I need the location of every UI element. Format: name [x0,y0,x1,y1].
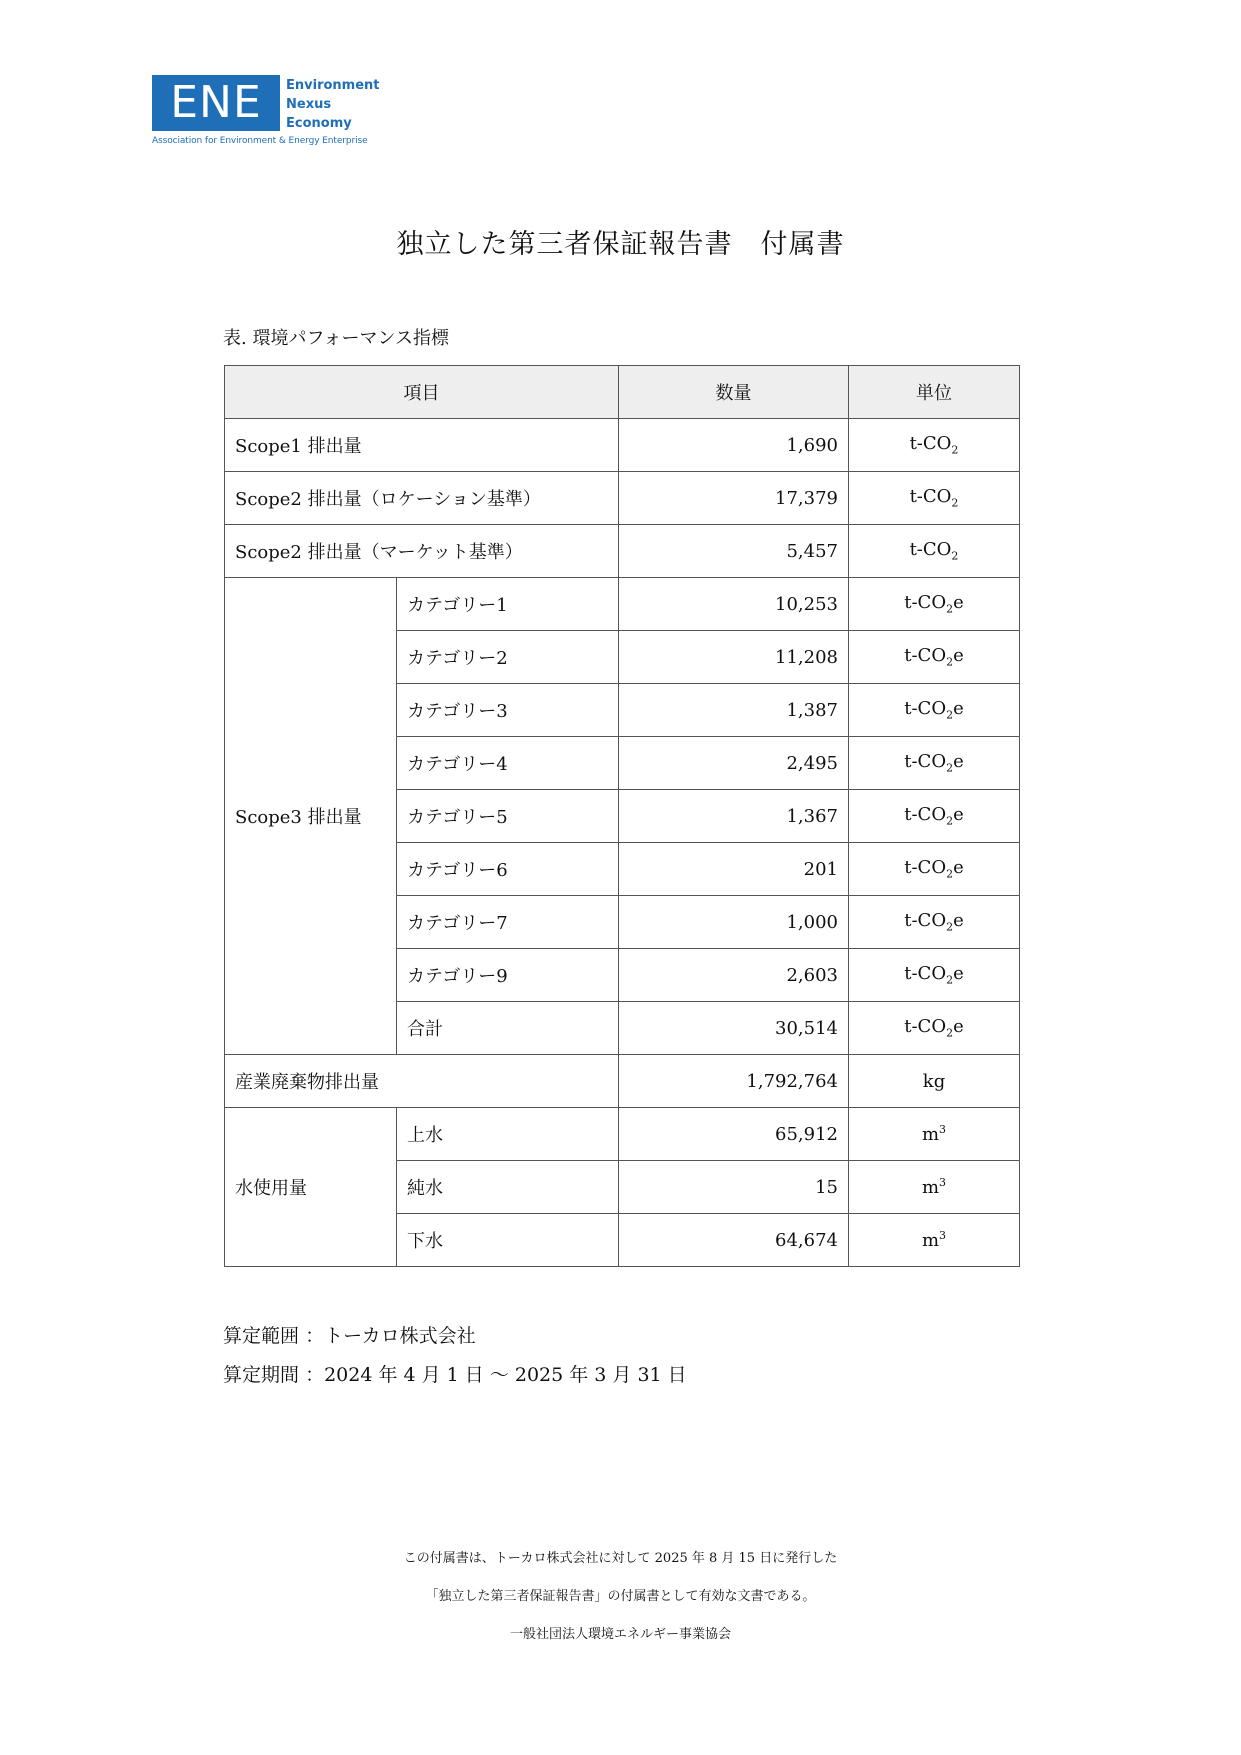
row-unit [849,790,1020,843]
row-label: 合計 [397,1002,619,1055]
unit-tail: e [953,804,964,826]
logo-word-economy: Economy [286,116,352,131]
unit-base: m [921,1124,940,1145]
unit-tail: e [953,645,964,667]
row-value: 1,000 [619,896,849,949]
row-value: 1,792,764 [619,1055,849,1108]
calculation-range [223,1317,687,1356]
header-quantity: 数量 [619,366,849,419]
logo-word-nexus: Nexus [286,97,332,112]
row-label: カテゴリー2 [397,631,619,684]
unit-base: t-CO [904,804,947,826]
unit-subscript: 2 [946,920,954,934]
unit-subscript: 2 [951,443,959,457]
unit-base: m [921,1177,940,1198]
row-unit [849,1214,1020,1267]
unit-base: t-CO [904,910,947,932]
logo-mark: ENE [152,75,280,131]
row-unit [849,525,1020,578]
row-label: 純水 [397,1161,619,1214]
table-row-scope2-location [225,472,1020,525]
unit-base: t-CO [909,486,952,508]
unit-tail: e [953,910,964,932]
unit-base: t-CO [904,592,947,614]
unit-tail: e [953,1016,964,1038]
unit-base: t-CO [904,645,947,667]
table-row-industrial-waste [225,1055,1020,1108]
header-item: 項目 [225,366,619,419]
unit-base: t-CO [909,433,952,455]
unit-base: t-CO [904,857,947,879]
unit-subscript: 2 [946,761,954,775]
table-caption: 表. 環境パフォーマンス指標 [223,328,450,349]
footer-line-2: 「独立した第三者保証報告書」の付属書として有効な文書である。 [425,1589,816,1604]
document-title: 独立した第三者保証報告書 付属書 [396,229,845,260]
row-value: 1,367 [619,790,849,843]
header-unit: 単位 [849,366,1020,419]
row-value: 15 [619,1161,849,1214]
ene-logo [152,75,392,150]
unit-subscript: 2 [946,708,954,722]
environmental-metrics-table [224,365,1020,1267]
range-label: 算定範囲 [223,1325,300,1347]
row-label: カテゴリー6 [397,843,619,896]
period-value: ：2024 年 4 月 1 日 〜 2025 年 3 月 31 日 [305,1364,687,1386]
row-label: 産業廃棄物排出量 [225,1055,619,1108]
table-row-water-tap [225,1108,1020,1161]
row-unit [849,737,1020,790]
footer-issuer: 一般社団法人環境エネルギー事業協会 [509,1627,731,1642]
row-value: 10,253 [619,578,849,631]
row-unit [849,684,1020,737]
row-label: カテゴリー7 [397,896,619,949]
row-label: Scope2 排出量（マーケット基準） [225,525,619,578]
unit-tail: e [953,963,964,985]
row-value: 30,514 [619,1002,849,1055]
logo-word-environment: Environment [286,78,380,93]
row-value: 1,387 [619,684,849,737]
unit-base: t-CO [904,963,947,985]
row-unit [849,631,1020,684]
row-label: 上水 [397,1108,619,1161]
unit-base: t-CO [904,751,947,773]
table-row-scope2-market [225,525,1020,578]
water-usage-label: 水使用量 [225,1108,397,1267]
row-label: カテゴリー3 [397,684,619,737]
unit-tail: e [953,751,964,773]
unit-subscript: 2 [946,602,954,616]
row-unit [849,1002,1020,1055]
row-unit [849,896,1020,949]
logo-words [286,76,380,133]
row-unit [849,1108,1020,1161]
row-value: 64,674 [619,1214,849,1267]
row-label: カテゴリー5 [397,790,619,843]
row-value: 17,379 [619,472,849,525]
range-value: ：トーカロ株式会社 [305,1325,476,1347]
table-row-scope3-category1 [225,578,1020,631]
calculation-period [223,1356,687,1395]
unit-subscript: 2 [951,549,959,563]
period-label: 算定期間 [223,1364,300,1386]
row-unit [849,578,1020,631]
unit-superscript: 3 [939,1229,947,1242]
unit-tail: e [953,592,964,614]
unit-base: t-CO [904,698,947,720]
row-unit [849,419,1020,472]
unit-base: m [921,1230,940,1251]
row-label: カテゴリー4 [397,737,619,790]
row-unit [849,843,1020,896]
row-unit [849,949,1020,1002]
unit-tail: e [953,857,964,879]
row-label: カテゴリー1 [397,578,619,631]
row-label: Scope1 排出量 [225,419,619,472]
unit-subscript: 2 [946,973,954,987]
row-unit: kg [849,1055,1020,1108]
row-label: 下水 [397,1214,619,1267]
row-label: カテゴリー9 [397,949,619,1002]
unit-subscript: 2 [946,1026,954,1040]
table-header-row [225,366,1020,419]
scope3-label: Scope3 排出量 [225,578,397,1055]
unit-base: t-CO [909,539,952,561]
footer-note [0,1540,1241,1654]
row-value: 1,690 [619,419,849,472]
unit-base: t-CO [904,1016,947,1038]
table-row-scope1 [225,419,1020,472]
unit-superscript: 3 [939,1176,947,1189]
footer-line-1: この付属書は、トーカロ株式会社に対して 2025 年 8 月 15 日に発行した [403,1551,838,1566]
row-value: 2,603 [619,949,849,1002]
unit-subscript: 2 [946,867,954,881]
row-value: 11,208 [619,631,849,684]
row-value: 5,457 [619,525,849,578]
logo-association: Association for Environment & Energy Enterprise [152,136,368,146]
row-unit [849,1161,1020,1214]
unit-subscript: 2 [946,655,954,669]
unit-tail: e [953,698,964,720]
calculation-scope [223,1317,687,1395]
row-value: 65,912 [619,1108,849,1161]
unit-subscript: 2 [946,814,954,828]
unit-subscript: 2 [951,496,959,510]
unit-superscript: 3 [939,1123,947,1136]
row-label: Scope2 排出量（ロケーション基準） [225,472,619,525]
row-value: 2,495 [619,737,849,790]
row-unit [849,472,1020,525]
row-value: 201 [619,843,849,896]
